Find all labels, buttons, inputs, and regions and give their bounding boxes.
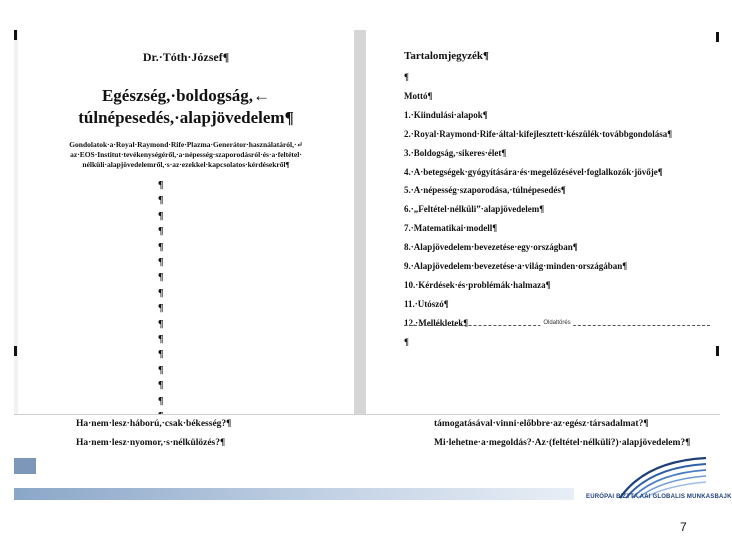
next-left-line-2: Ha·nem·lesz·nyomor,·s·nélkülözés?¶ — [76, 438, 226, 448]
document-screenshot — [14, 30, 720, 460]
pilcrow-column — [158, 178, 170, 440]
empty-paragraph-mark: ¶ — [158, 287, 164, 299]
empty-paragraph-mark: ¶ — [158, 257, 164, 269]
empty-paragraph-mark: ¶ — [158, 210, 164, 222]
toc-heading: Tartalomjegyzék¶ — [404, 50, 489, 62]
toc-line: 2.·Royal·Raymond·Rife·által·kifejlesztett·készülék·továbbgondolása¶ — [404, 128, 673, 139]
empty-paragraph-mark: ¶ — [158, 195, 164, 207]
next-left-page — [76, 415, 366, 453]
left-page — [18, 30, 354, 414]
empty-paragraph-mark: ¶ — [158, 318, 164, 330]
empty-paragraph-mark: ¶ — [158, 334, 164, 346]
toc-line: 5.·A·népesség·szaporodása,·túlnépesedés¶ — [404, 185, 566, 196]
next-left-line-1: Ha·nem·lesz·háború,·csak·békesség?¶ — [76, 419, 232, 429]
toc-line: 12.·Mellékletek¶ — [404, 317, 469, 328]
toc-line: ¶ — [404, 336, 409, 347]
empty-paragraph-mark: ¶ — [158, 226, 164, 238]
empty-paragraph-mark: ¶ — [158, 395, 164, 407]
empty-paragraph-mark: ¶ — [158, 180, 164, 191]
toc-line: 4.·A·betegségek·gyógyítására·és·megelőzésével·foglalkozók·jövője¶ — [404, 166, 663, 177]
toc-line: Mottó¶ — [404, 90, 433, 101]
toc-line: 11.·Utószó¶ — [404, 298, 449, 309]
next-right-page — [434, 415, 714, 453]
toc-line: ¶ — [404, 72, 409, 82]
margin-mark — [14, 346, 17, 356]
right-page — [366, 30, 720, 414]
footer-bar — [14, 488, 574, 500]
empty-paragraph-mark: ¶ — [158, 303, 164, 315]
title-line-2: túlnépesedés,·alapjövedelem¶ — [78, 108, 294, 127]
toc-line: 9.·Alapjövedelem·bevezetése·a·világ·minden·országában¶ — [404, 261, 628, 272]
margin-mark — [716, 346, 719, 356]
subtitle-line-1: Gondolatok·a·Royal·Raymond·Rife·Plazma·Generátor·használatáról,·↵ — [69, 140, 303, 149]
empty-paragraph-mark: ¶ — [158, 364, 164, 376]
page-number: 7 — [680, 520, 687, 534]
toc-list — [404, 68, 714, 352]
page-break — [404, 320, 710, 330]
toc-line: 10.·Kérdések·és·problémák·halmaza¶ — [404, 279, 551, 290]
margin-mark — [14, 30, 17, 40]
logo-text: EURÓPAI BIZTTA AAI GLOBALIS MUNKASBAJK — [586, 494, 732, 500]
author-name: Dr.·Tóth·József¶ — [142, 50, 230, 64]
empty-paragraph-mark: ¶ — [158, 380, 164, 392]
margin-mark — [716, 32, 719, 42]
subtitle-line-3: nélküli·alapjövedelemről,·s·az·ezekkel·kapcsolatos·kérdésekről¶ — [82, 160, 290, 169]
empty-paragraph-mark: ¶ — [158, 241, 164, 253]
empty-paragraph-mark: ¶ — [158, 272, 164, 284]
subtitle-line-2: az·EOS·Institut·tevékenységéről,·a·népesség·szaporodásról·és·a·feltétel· — [70, 150, 302, 159]
toc-line: 6.·„Feltétel·nélküli”·alapjövedelem¶ — [404, 204, 545, 215]
toc-line: 3.·Boldogság,·sikeres·élet¶ — [404, 147, 507, 158]
next-right-line-1: támogatásával·vinni·előbbre·az·egész·társadalmat?¶ — [434, 419, 649, 429]
next-right-line-2: Mi·lehetne·a·megoldás?·Az·(feltétel·nélküli?)·alapjövedelem?¶ — [434, 438, 691, 448]
toc-line: 7.·Matematikai·modell¶ — [404, 223, 498, 234]
toc-line: 8.·Alapjövedelem·bevezetése·egy·országban¶ — [404, 242, 578, 253]
footer-square — [14, 458, 36, 474]
page-break-label: Oldaltörés — [540, 320, 573, 326]
empty-paragraph-mark: ¶ — [158, 349, 164, 361]
toc-line: 1.·Kiindulási·alapok¶ — [404, 109, 488, 120]
title-line-1: Egészség,·boldogság,← — [101, 86, 271, 105]
page-gap — [354, 30, 366, 414]
